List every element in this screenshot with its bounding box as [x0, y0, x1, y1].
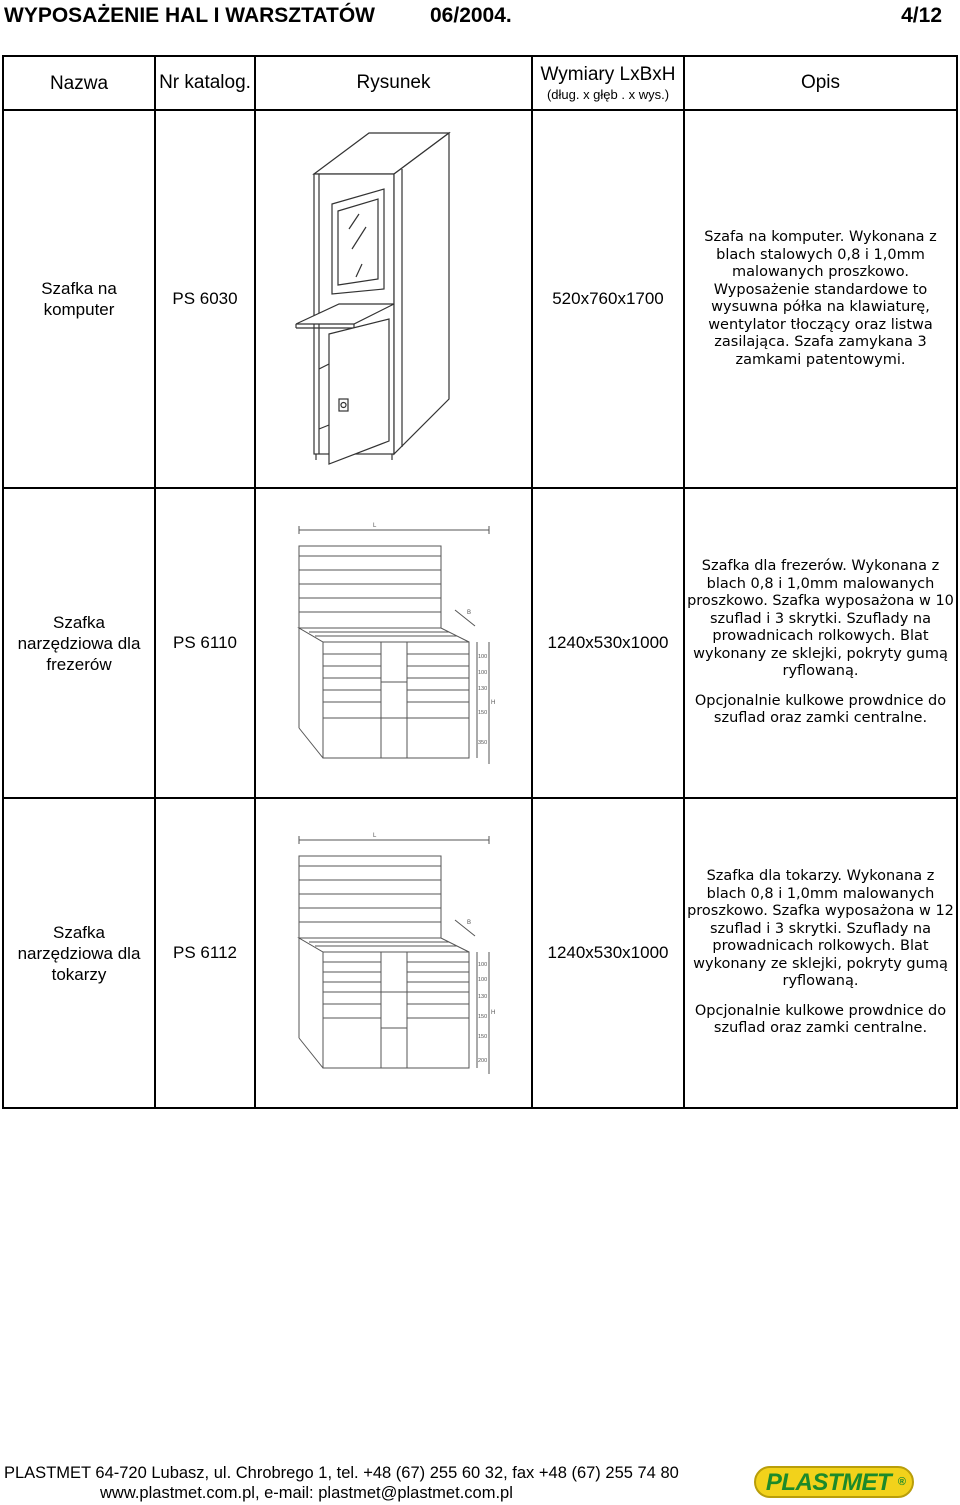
page-number: 4/12	[901, 4, 942, 27]
lathe-cabinet-drawing	[279, 828, 509, 1078]
dim-label: 150	[477, 1034, 487, 1040]
dim-label: 200	[477, 1058, 487, 1064]
registered-mark: ®	[897, 1476, 906, 1488]
column-header-name: Nazwa	[3, 56, 155, 110]
dim-label: 100	[477, 962, 487, 968]
plastmet-logo	[754, 1466, 914, 1498]
dim-label-h: H	[490, 700, 495, 706]
catalog-number: PS 6030	[155, 110, 255, 488]
dim-label: 150	[477, 1014, 487, 1020]
dim-label: 130	[477, 994, 487, 1000]
company-contact: www.plastmet.com.pl, e-mail: plastmet@plastmet.com.pl	[100, 1484, 513, 1502]
dim-label: 350	[477, 740, 487, 746]
product-name: Szafka na komputer	[3, 110, 155, 488]
product-name: Szafka narzędziowa dla frezerów	[3, 488, 155, 798]
table-header-row	[3, 56, 957, 110]
table-row	[3, 488, 957, 798]
dimensions-note: (dług. x głęb . x wys.)	[546, 87, 670, 102]
logo-text: PLASTMET	[765, 1469, 892, 1496]
catalog-number: PS 6110	[155, 488, 255, 798]
dim-label: 100	[477, 654, 487, 660]
dim-label-l: L	[372, 523, 376, 529]
product-description	[684, 798, 957, 1108]
description-text: Szafka dla frezerów. Wykonana z blach 0,8 i 1,0mm malowanych proszkowo. Szafka wyposażona w 10 szuflad i 3 skrytki. Szuflady na prowadnicach rolkowych. Blat wykonany ze sklejki, pokryty gumą ryflowaną.	[687, 558, 954, 680]
page-header	[0, 0, 960, 36]
table-row	[3, 798, 957, 1108]
dim-label-h: H	[490, 1010, 495, 1016]
dim-label-b: B	[466, 920, 471, 926]
table-row	[3, 110, 957, 488]
description-options: Opcjonalnie kulkowe prowdnice do szuflad oraz zamki centralne.	[694, 1002, 947, 1037]
document-date: 06/2004.	[430, 4, 512, 27]
description-text: Szafka dla tokarzy. Wykonana z blach 0,8 i 1,0mm malowanych proszkowo. Szafka wyposażona w 12 szuflad i 3 skrytki. Szuflady na prowadnicach rolkowych. Blat wykonany ze sklejki, pokryty gumą ryflowaną.	[687, 868, 954, 990]
description-text: Szafa na komputer. Wykonana z blach stalowych 0,8 i 1,0mm malowanych proszkowo. Wyposażenie standardowe to wysuwna półka na klawiaturę, wentylator tłoczący oraz listwa zasilająca. Szafa zamykana 3 zamkami patentowymi.	[704, 229, 937, 368]
dim-label: 150	[477, 710, 487, 716]
product-dimensions: 520x760x1700	[532, 110, 684, 488]
column-header-drawing: Rysunek	[255, 56, 532, 110]
product-dimensions: 1240x530x1000	[532, 488, 684, 798]
product-dimensions: 1240x530x1000	[532, 798, 684, 1108]
document-title: WYPOSAŻENIE HAL I WARSZTATÓW	[4, 4, 375, 27]
description-options: Opcjonalnie kulkowe prowdnice do szuflad oraz zamki centralne.	[694, 692, 947, 727]
page-footer	[0, 1462, 960, 1505]
dimensions-label: Wymiary LxBxH	[540, 64, 676, 85]
catalog-number: PS 6112	[155, 798, 255, 1108]
milling-cabinet-drawing	[279, 518, 509, 768]
column-header-description: Opis	[684, 56, 957, 110]
computer-cabinet-drawing	[294, 129, 494, 469]
product-description	[684, 488, 957, 798]
product-drawing	[255, 110, 532, 488]
dim-label: 100	[477, 670, 487, 676]
product-description	[684, 110, 957, 488]
dim-label-b: B	[466, 610, 471, 616]
column-header-catalog: Nr katalog.	[155, 56, 255, 110]
product-name: Szafka narzędziowa dla tokarzy	[3, 798, 155, 1108]
catalog-table	[2, 55, 958, 1109]
column-header-dimensions	[532, 56, 684, 110]
dim-label: 130	[477, 686, 487, 692]
dim-label: 100	[477, 977, 487, 983]
dim-label-l: L	[372, 833, 376, 839]
product-drawing	[255, 488, 532, 798]
product-drawing	[255, 798, 532, 1108]
company-address: PLASTMET 64-720 Lubasz, ul. Chrobrego 1, tel. +48 (67) 255 60 32, fax +48 (67) 255 74 80	[4, 1464, 679, 1482]
